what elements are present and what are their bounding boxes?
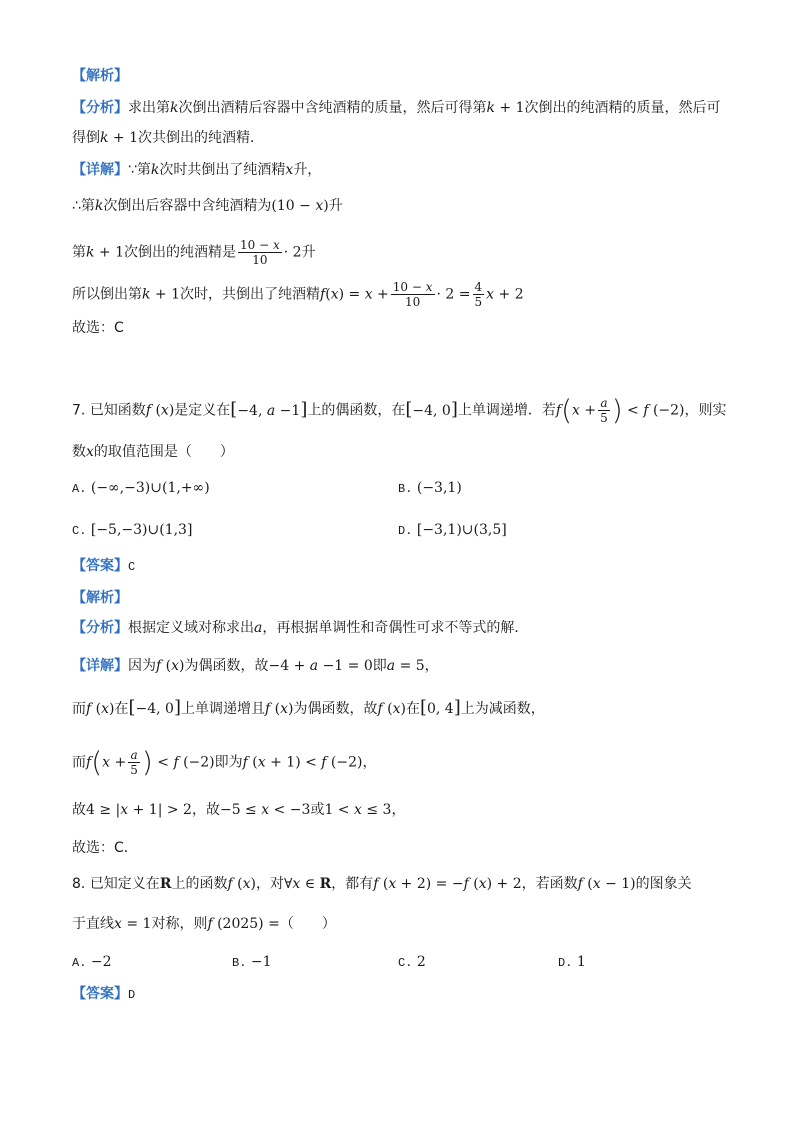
q7-detail-line-4: 故4 ≥ |x + 1| > 2，故−5 ≤ x < −3或1 < x ≤ 3， [72,802,406,818]
q7-answer-line: 故选：C． [72,840,138,856]
q8-option-a: A. −2 [72,954,112,970]
q7-option-b: B. (−3,1) [398,480,462,496]
xiangjie-line-4: 所以倒出第k + 1次时，共倒出了纯酒精f(x) = x + $\frac{10 - x}{10}$ · 2 = $\frac{4}{5}$ x + 2 [72,280,524,309]
q8-option-c: C. 2 [398,954,426,970]
xiangjie-line-1: 【详解】∵第k次时共倒出了纯酒精x升， [72,162,322,178]
q7-detail-line-3: 而f(x + $\frac{a}{5}$ ) < f (−2)即为f (x + 1) < f (−2)， [72,745,377,779]
q7-fenxi: 【分析】根据定义域对称求出a，再根据单调性和奇偶性可求不等式的解． [72,620,529,636]
q7-stem-line-2: 数x的取值范围是（ ） [72,444,234,460]
q7-stem-line-1: 7. 已知函数f (x)是定义在[−4, a −1]上的偶函数，在[−4, 0]上单调递增．若f(x + $\frac{a}{5}$ ) < f (−2)，则实 [72,393,727,427]
q7-option-c: C. [−5,−3)∪(1,3] [72,522,193,538]
q7-answer: 【答案】C [72,558,136,574]
q7-option-a: A. (−∞,−3)∪(1,+∞) [72,480,210,496]
q7-detail-line-1: 【详解】因为f (x)为偶函数，故−4 + a −1 = 0即a = 5， [72,658,439,674]
prev-answer-line: 故选：C [72,320,124,336]
q8-option-b: B. −1 [232,954,272,970]
q7-detail-line-2: 而f (x)在[−4, 0]上单调递增且f (x)为偶函数，故f (x)在[0, 4]上为减函数， [72,697,545,718]
xiangjie-line-3: 第k + 1次倒出的纯酒精是 $\frac{10 - x}{10}$ · 2升 [72,238,316,267]
q8-stem-line-2: 于直线x = 1对称，则f (2025) =（ ） [72,916,336,932]
fenxi-line-1: 【分析】求出第k次倒出酒精后容器中含纯酒精的质量，然后可得第k + 1次倒出的纯酒精的质量，然后可 [72,100,721,116]
q8-answer: 【答案】D [72,986,136,1002]
q7-option-d: D. [−3,1)∪(3,5] [398,522,507,538]
q7-jiexi-heading: 【解析】 [72,590,128,606]
q8-option-d: D. 1 [558,954,586,970]
jiexi-heading: 【解析】 [72,68,128,84]
xiangjie-line-2: ∴第k次倒出后容器中含纯酒精为(10 − x)升 [72,198,343,214]
fenxi-line-2: 得倒k + 1次共倒出的纯酒精． [72,130,265,146]
q8-stem-line-1: 8. 已知定义在R上的函数f (x)，对∀x ∈ R，都有f (x + 2) = −f (x) + 2，若函数f (x − 1)的图象关 [72,876,692,892]
